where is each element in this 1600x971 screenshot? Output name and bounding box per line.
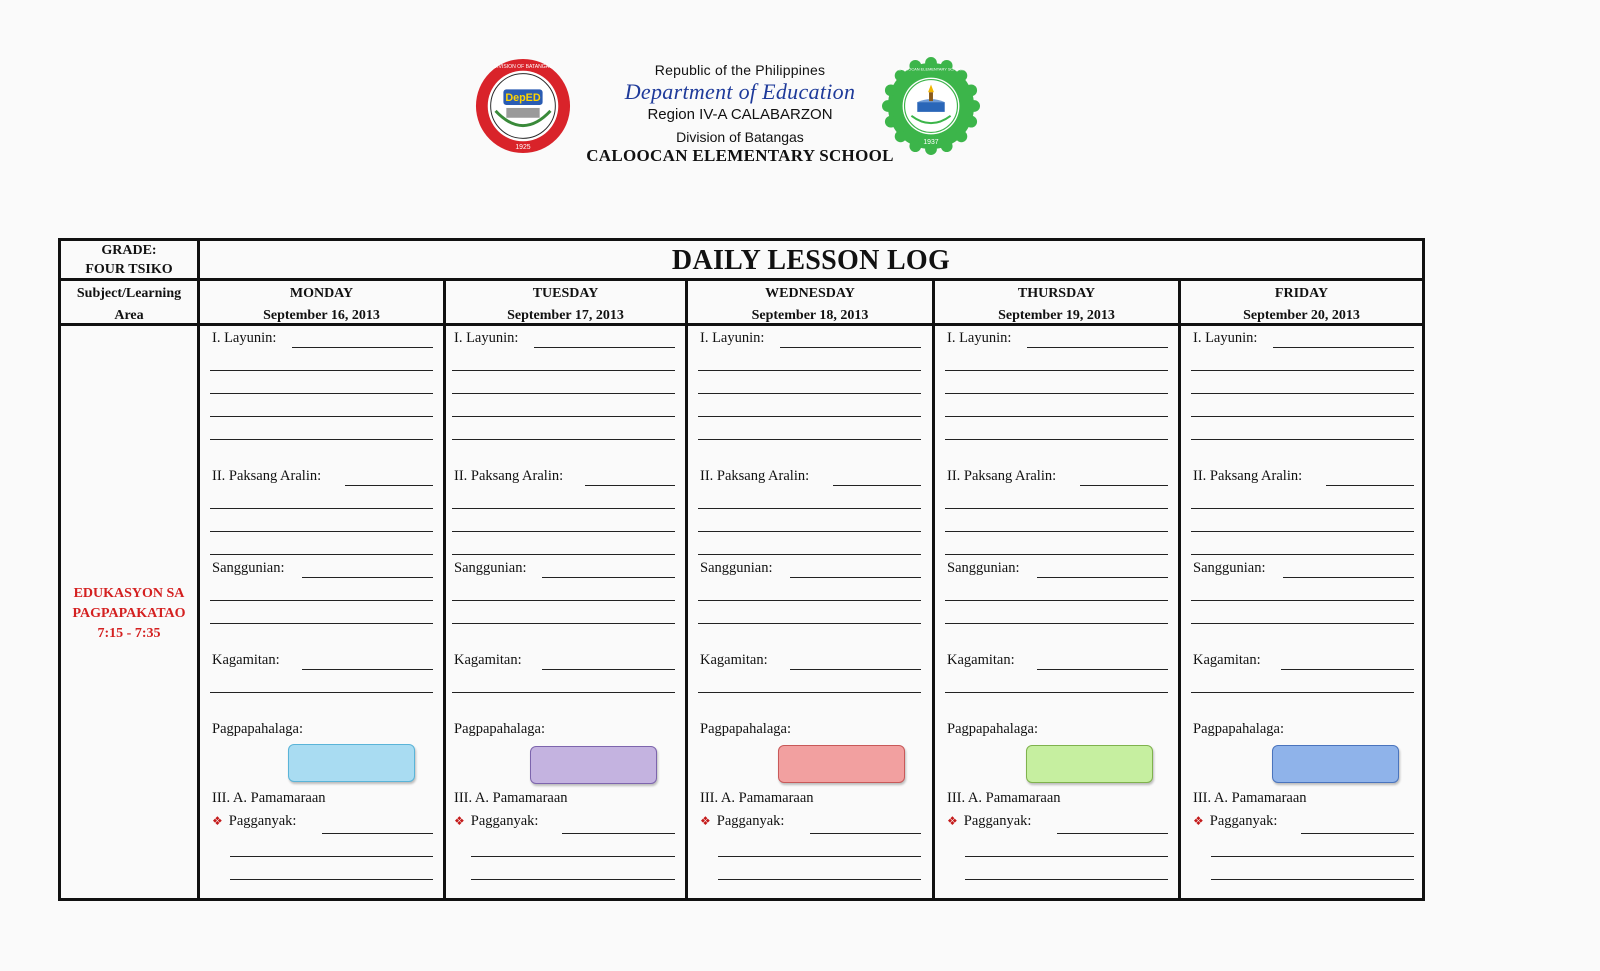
sanggunian-line[interactable] (945, 623, 1168, 624)
kagamitan-line[interactable] (452, 692, 675, 693)
letterhead (560, 62, 920, 166)
pagganyak-line[interactable] (718, 856, 921, 857)
pagganyak-line[interactable] (230, 879, 433, 880)
pagganyak-line[interactable] (471, 879, 675, 880)
paksang-aralin-line[interactable] (210, 554, 433, 555)
pagganyak-item (454, 813, 538, 830)
layunin-label: I. Layunin: (454, 330, 519, 346)
republic-text: Republic of the Philippines (654, 62, 826, 78)
layunin-label: I. Layunin: (700, 330, 765, 346)
day-date: September 18, 2013 (751, 308, 869, 323)
kagamitan-field[interactable] (1037, 669, 1168, 670)
sanggunian-line[interactable] (452, 600, 675, 601)
day-column-friday (1191, 325, 1416, 895)
paksang-aralin-line[interactable] (945, 554, 1168, 555)
pagpapahalaga-label: Pagpapahalaga: (212, 721, 303, 737)
kagamitan-field[interactable] (1281, 669, 1414, 670)
kagamitan-label: Kagamitan: (1193, 652, 1261, 668)
layunin-line[interactable] (210, 393, 433, 394)
layunin-label: I. Layunin: (947, 330, 1012, 346)
divider-col-2 (685, 280, 688, 901)
paksang-aralin-label: II. Paksang Aralin: (454, 468, 564, 484)
sanggunian-field[interactable] (790, 577, 921, 578)
pagganyak-field[interactable] (810, 833, 921, 834)
layunin-line[interactable] (698, 416, 921, 417)
layunin-line[interactable] (945, 416, 1168, 417)
sanggunian-line[interactable] (1191, 600, 1414, 601)
pagpapahalaga-box[interactable] (1026, 745, 1153, 783)
layunin-line[interactable] (1191, 416, 1414, 417)
sanggunian-field[interactable] (1037, 577, 1168, 578)
deped-logo-year: 1925 (515, 144, 531, 152)
day-column-monday (210, 325, 435, 895)
layunin-field[interactable] (1027, 347, 1168, 348)
pagpapahalaga-box[interactable] (778, 745, 905, 783)
pamamaraan-label: III. A. Pamamaraan (454, 790, 568, 806)
day-name: MONDAY (289, 286, 354, 301)
diamond-bullet-icon: ❖ (700, 814, 711, 828)
sanggunian-line[interactable] (945, 600, 1168, 601)
sanggunian-label: Sanggunian: (700, 560, 773, 576)
paksang-aralin-field[interactable] (1326, 485, 1414, 486)
day-column-wednesday (698, 325, 923, 895)
subject-header-line1: Subject/Learning (76, 286, 182, 301)
kagamitan-label: Kagamitan: (700, 652, 768, 668)
day-name: THURSDAY (1017, 286, 1096, 301)
pamamaraan-label: III. A. Pamamaraan (947, 790, 1061, 806)
layunin-field[interactable] (1273, 347, 1414, 348)
paksang-aralin-line[interactable] (1191, 531, 1414, 532)
layunin-line[interactable] (698, 370, 921, 371)
pagpapahalaga-label: Pagpapahalaga: (454, 721, 545, 737)
deped-logo-ring: DIVISION OF BATANGAS (493, 63, 553, 70)
pagpapahalaga-label: Pagpapahalaga: (700, 721, 791, 737)
kagamitan-field[interactable] (302, 669, 433, 670)
sanggunian-label: Sanggunian: (1193, 560, 1266, 576)
diamond-bullet-icon: ❖ (454, 814, 465, 828)
pagganyak-line[interactable] (1211, 879, 1414, 880)
sanggunian-line[interactable] (698, 623, 921, 624)
day-date: September 19, 2013 (998, 308, 1115, 323)
paksang-aralin-label: II. Paksang Aralin: (212, 468, 322, 484)
school-logo-year: 1937 (923, 139, 939, 147)
day-header-monday (200, 283, 443, 325)
layunin-line[interactable] (452, 416, 675, 417)
pagganyak-field[interactable] (1301, 833, 1414, 834)
paksang-aralin-label: II. Paksang Aralin: (1193, 468, 1303, 484)
kagamitan-line[interactable] (210, 692, 433, 693)
divider-col-4 (1178, 280, 1181, 901)
paksang-aralin-line[interactable] (210, 531, 433, 532)
pagganyak-line[interactable] (718, 879, 921, 880)
school-seal-icon (882, 57, 980, 155)
layunin-line[interactable] (210, 370, 433, 371)
layunin-field[interactable] (292, 347, 433, 348)
kagamitan-field[interactable] (542, 669, 675, 670)
day-name: TUESDAY (532, 286, 599, 301)
kagamitan-line[interactable] (1191, 692, 1414, 693)
grade-label: GRADE: (101, 243, 157, 258)
day-name: FRIDAY (1274, 286, 1329, 301)
layunin-line[interactable] (945, 370, 1168, 371)
subject-line1: EDUKASYON SA (73, 586, 185, 601)
pagganyak-label: Pagganyak: (1209, 813, 1278, 829)
layunin-line[interactable] (945, 393, 1168, 394)
pagganyak-label: Pagganyak: (470, 813, 539, 829)
subject-cell (61, 584, 197, 644)
diamond-bullet-icon: ❖ (212, 814, 223, 828)
pagganyak-field[interactable] (322, 833, 433, 834)
paksang-aralin-line[interactable] (945, 508, 1168, 509)
sanggunian-line[interactable] (698, 600, 921, 601)
layunin-line[interactable] (1191, 393, 1414, 394)
pagganyak-label: Pagganyak: (228, 813, 297, 829)
paksang-aralin-field[interactable] (585, 485, 675, 486)
layunin-line[interactable] (1191, 370, 1414, 371)
school-name: CALOOCAN ELEMENTARY SCHOOL (586, 146, 894, 165)
subject-header-cell (61, 283, 197, 325)
pagpapahalaga-box[interactable] (530, 746, 657, 784)
sanggunian-line[interactable] (1191, 623, 1414, 624)
grade-value: FOUR TSIKO (85, 262, 173, 277)
pagpapahalaga-box[interactable] (1272, 745, 1399, 783)
kagamitan-field[interactable] (790, 669, 921, 670)
layunin-label: I. Layunin: (212, 330, 277, 346)
sanggunian-label: Sanggunian: (947, 560, 1020, 576)
paksang-aralin-line[interactable] (210, 508, 433, 509)
kagamitan-label: Kagamitan: (454, 652, 522, 668)
pagganyak-item (1193, 813, 1277, 830)
pagganyak-line[interactable] (965, 879, 1168, 880)
layunin-label: I. Layunin: (1193, 330, 1258, 346)
deped-division-seal-icon (474, 57, 572, 155)
day-name: WEDNESDAY (765, 286, 855, 301)
layunin-line[interactable] (210, 439, 433, 440)
sanggunian-label: Sanggunian: (454, 560, 527, 576)
day-date: September 20, 2013 (1243, 308, 1360, 323)
layunin-field[interactable] (534, 347, 675, 348)
layunin-line[interactable] (210, 416, 433, 417)
divider-col-0 (197, 238, 200, 901)
sanggunian-field[interactable] (542, 577, 675, 578)
sanggunian-line[interactable] (210, 623, 433, 624)
paksang-aralin-field[interactable] (833, 485, 921, 486)
layunin-line[interactable] (452, 439, 675, 440)
divider-col-1 (443, 280, 446, 901)
kagamitan-label: Kagamitan: (947, 652, 1015, 668)
paksang-aralin-line[interactable] (698, 508, 921, 509)
pagpapahalaga-box[interactable] (288, 744, 415, 782)
pagganyak-item (947, 813, 1031, 830)
pagganyak-line[interactable] (230, 856, 433, 857)
pagganyak-item (212, 813, 296, 830)
grade-cell (61, 241, 197, 280)
subject-header-line2: Area (114, 308, 144, 323)
layunin-field[interactable] (780, 347, 921, 348)
pagpapahalaga-label: Pagpapahalaga: (1193, 721, 1284, 737)
layunin-line[interactable] (698, 439, 921, 440)
paksang-aralin-line[interactable] (1191, 554, 1414, 555)
pagganyak-field[interactable] (562, 833, 675, 834)
division-text: Division of Batangas (676, 129, 804, 145)
subject-line2: PAGPAPAKATAO (72, 606, 186, 621)
day-date: September 17, 2013 (507, 308, 624, 323)
department-text: Department of Education (624, 79, 856, 104)
pagganyak-line[interactable] (965, 856, 1168, 857)
paksang-aralin-line[interactable] (698, 554, 921, 555)
pagganyak-line[interactable] (471, 856, 675, 857)
day-header-thursday (935, 283, 1178, 325)
pagganyak-item (700, 813, 784, 830)
pagganyak-label: Pagganyak: (963, 813, 1032, 829)
paksang-aralin-field[interactable] (1080, 485, 1168, 486)
kagamitan-line[interactable] (698, 692, 921, 693)
pagganyak-line[interactable] (1211, 856, 1414, 857)
deped-logo-text: DepED (505, 92, 541, 105)
diamond-bullet-icon: ❖ (947, 814, 958, 828)
pamamaraan-label: III. A. Pamamaraan (1193, 790, 1307, 806)
paksang-aralin-line[interactable] (698, 531, 921, 532)
sanggunian-field[interactable] (1283, 577, 1414, 578)
paksang-aralin-line[interactable] (1191, 508, 1414, 509)
day-column-tuesday (452, 325, 677, 895)
paksang-aralin-label: II. Paksang Aralin: (947, 468, 1057, 484)
page-title: DAILY LESSON LOG (671, 245, 951, 276)
paksang-aralin-line[interactable] (452, 554, 675, 555)
day-header-wednesday (688, 283, 932, 325)
subject-time: 7:15 - 7:35 (97, 626, 161, 641)
divider-col-3 (932, 280, 935, 901)
paksang-aralin-line[interactable] (945, 531, 1168, 532)
pamamaraan-label: III. A. Pamamaraan (700, 790, 814, 806)
sanggunian-line[interactable] (452, 623, 675, 624)
pagpapahalaga-label: Pagpapahalaga: (947, 721, 1038, 737)
sanggunian-line[interactable] (210, 600, 433, 601)
diamond-bullet-icon: ❖ (1193, 814, 1204, 828)
layunin-line[interactable] (1191, 439, 1414, 440)
pamamaraan-label: III. A. Pamamaraan (212, 790, 326, 806)
kagamitan-line[interactable] (945, 692, 1168, 693)
sanggunian-field[interactable] (302, 577, 433, 578)
day-header-tuesday (446, 283, 685, 325)
pagganyak-label: Pagganyak: (716, 813, 785, 829)
layunin-line[interactable] (698, 393, 921, 394)
paksang-aralin-field[interactable] (345, 485, 433, 486)
paksang-aralin-line[interactable] (452, 531, 675, 532)
layunin-line[interactable] (452, 393, 675, 394)
layunin-line[interactable] (945, 439, 1168, 440)
paksang-aralin-label: II. Paksang Aralin: (700, 468, 810, 484)
pagganyak-field[interactable] (1057, 833, 1168, 834)
paksang-aralin-line[interactable] (452, 508, 675, 509)
day-date: September 16, 2013 (263, 308, 380, 323)
school-logo-ring: CALOOCAN ELEMENTARY SCHOOL (897, 66, 965, 72)
sanggunian-label: Sanggunian: (212, 560, 285, 576)
region-text: Region IV-A CALABARZON (647, 106, 833, 123)
layunin-line[interactable] (452, 370, 675, 371)
day-header-friday (1181, 283, 1422, 325)
day-column-thursday (945, 325, 1170, 895)
kagamitan-label: Kagamitan: (212, 652, 280, 668)
